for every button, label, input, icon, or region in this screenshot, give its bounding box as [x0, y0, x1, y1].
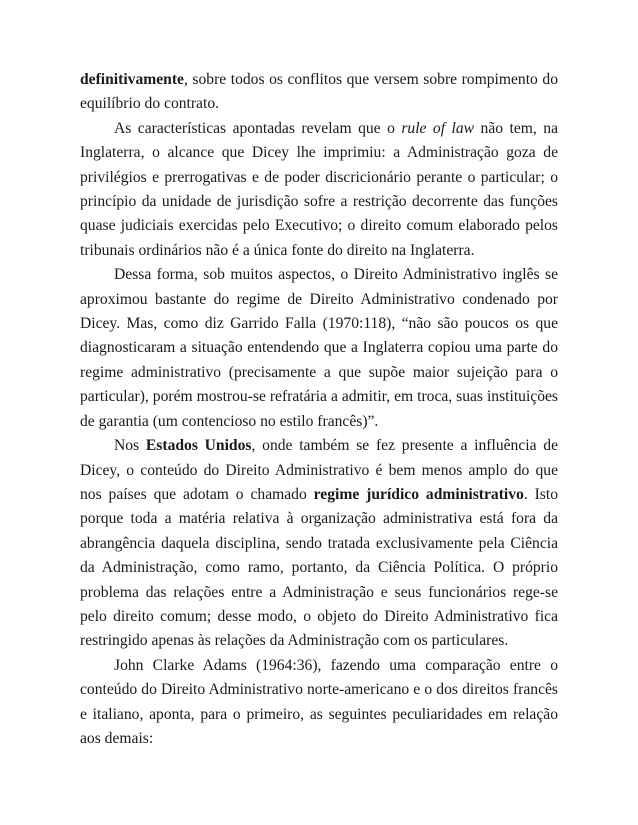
bold-term-regime-juridico: regime jurídico administrativo [313, 485, 524, 503]
paragraph-5 [80, 654, 558, 752]
paragraph-4-text-a: Nos [114, 437, 146, 455]
paragraph-2-text-b: não tem, na Inglaterra, o alcance que Dicey lhe imprimiu: a Administração goza de privilégios e prerrogativas e de poder discricionário perante o particular; o princípio da unidade de jurisdição sofre a restrição decorrente das funções quase judiciais exercidas pelo Executivo; o direito comum elaborado pelos tribunais ordinários não é a única fonte do direito na Inglaterra. [80, 119, 559, 259]
paragraph-3 [80, 263, 558, 434]
paragraph-1-text: , sobre todos os conflitos que versem sobre rompimento do equilíbrio do contrato. [80, 71, 558, 113]
bold-term-estados-unidos: Estados Unidos [145, 437, 252, 455]
paragraph-4-text-c: . Isto porque toda a matéria relativa à organização administrativa está fora da abrangência daquela disciplina, sendo tratada exclusivamente pela Ciência da Administração, como ramo, portanto, da Ciência Política. O próprio problema das relações entre a Administração e seus funcionários rege-se pelo direito comum; desse modo, o objeto do Direito Administrativo fica restringido apenas às relações da Administração com os particulares. [80, 485, 559, 650]
paragraph-1 [80, 68, 558, 117]
paragraph-2-text-a: As características apontadas revelam que o [114, 119, 402, 137]
paragraph-5-text: John Clarke Adams (1964:36), fazendo uma comparação entre o conteúdo do Direito Administrativo norte-americano e o dos direitos francês e italiano, aponta, para o primeiro, as seguintes peculiaridades em relação aos demais: [80, 656, 558, 747]
italic-term-rule-of-law: rule of law [401, 119, 475, 137]
bold-term-definitivamente: definitivamente [80, 71, 184, 88]
paragraph-3-text: Dessa forma, sob muitos aspectos, o Direito Administrativo inglês se aproximou bastante do regime de Direito Administrativo condenado por Dicey. Mas, como diz Garrido Falla (1970:118), “não são poucos os que diagnosticaram a situação entendendo que a Inglaterra copiou uma parte do regime administrativo (precisamente a que supõe maior sujeição para o particular), porém mostrou-se refratária a admitir, em troca, suas instituições de garantia (um contencioso no estilo francês)”. [80, 266, 558, 430]
paragraph-4 [80, 434, 558, 654]
paragraph-4-text-b: , onde também se fez presente a influência de Dicey, o conteúdo do Direito Administrativo é bem menos amplo do que nos países que adotam o chamado [80, 437, 559, 503]
paragraph-2 [80, 117, 558, 263]
document-page [80, 68, 558, 751]
